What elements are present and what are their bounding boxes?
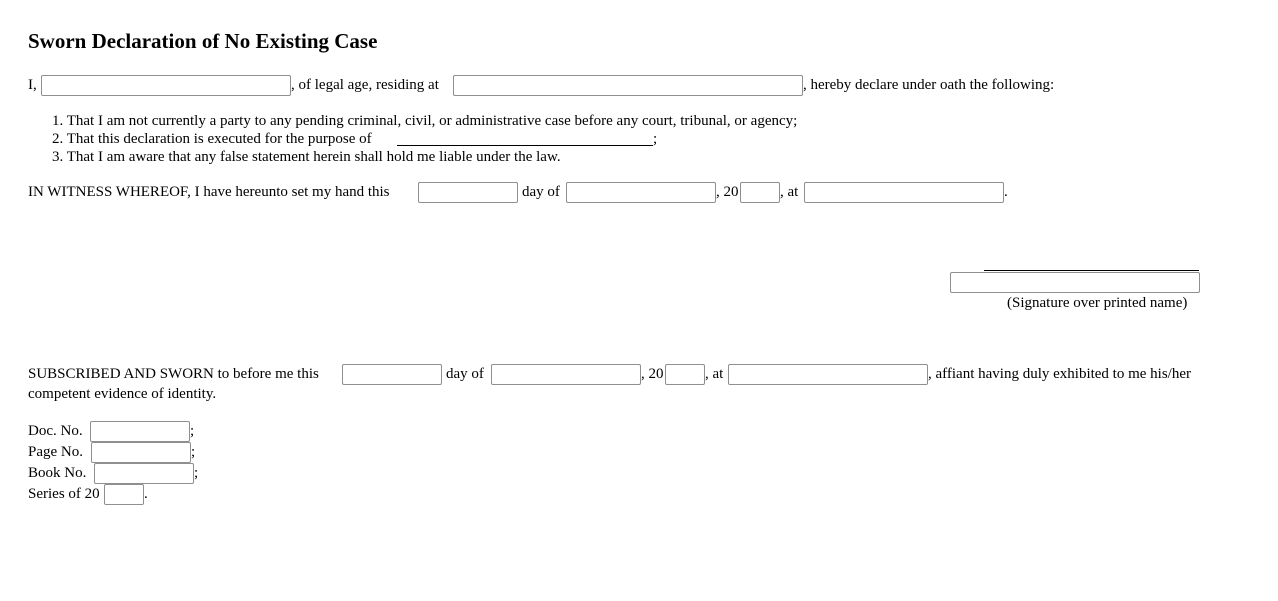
declaration-item-3: 3. That I am aware that any false statement herein shall hold me liable under the law.: [52, 149, 561, 165]
declaration-item-2-end: ;: [653, 131, 658, 147]
witness-day-input[interactable]: [418, 182, 518, 203]
declaration-item-1: 1. That I am not currently a party to any pending criminal, civil, or administrative case before any court, tribunal, or agency;: [52, 113, 798, 129]
declaration-item-2-label: 2. That this declaration is executed for the purpose of: [52, 131, 372, 147]
series-label: Series of 20: [28, 486, 100, 502]
witness-at: , at: [780, 184, 799, 200]
series-year-input[interactable]: [104, 484, 144, 505]
page-no-input[interactable]: [91, 442, 191, 463]
jurat-line-2: competent evidence of identity.: [28, 386, 217, 402]
page-no-sep: ;: [191, 444, 196, 460]
witness-year-input[interactable]: [740, 182, 780, 203]
purpose-blank-line: [397, 145, 653, 146]
book-no-label: Book No.: [28, 465, 87, 481]
intro-suffix: , hereby declare under oath the following:: [803, 77, 1055, 93]
jurat-year-prefix: , 20: [641, 366, 664, 382]
jurat-year-input[interactable]: [665, 364, 705, 385]
jurat-month-input[interactable]: [491, 364, 641, 385]
witness-place-input[interactable]: [804, 182, 1004, 203]
witness-year-prefix: , 20: [716, 184, 739, 200]
jurat-place-input[interactable]: [728, 364, 928, 385]
page-no-label: Page No.: [28, 444, 83, 460]
signature-name-input[interactable]: [950, 272, 1200, 293]
witness-month-input[interactable]: [566, 182, 716, 203]
witness-end: .: [1004, 184, 1008, 200]
series-end: .: [144, 486, 148, 502]
jurat-suffix: , affiant having duly exhibited to me his/her: [928, 366, 1191, 382]
page-title: Sworn Declaration of No Existing Case: [28, 29, 378, 53]
doc-no-sep: ;: [190, 423, 195, 439]
signature-line: [984, 270, 1199, 271]
signature-caption: (Signature over printed name): [1007, 295, 1188, 311]
jurat-prefix: SUBSCRIBED AND SWORN to before me this: [28, 366, 319, 382]
doc-no-input[interactable]: [90, 421, 190, 442]
doc-no-label: Doc. No.: [28, 423, 83, 439]
book-no-input[interactable]: [94, 463, 194, 484]
jurat-at: , at: [705, 366, 724, 382]
residence-address-input[interactable]: [453, 75, 803, 96]
declarant-name-input[interactable]: [41, 75, 291, 96]
witness-day-of: day of: [522, 184, 560, 200]
book-no-sep: ;: [194, 465, 199, 481]
witness-prefix: IN WITNESS WHEREOF, I have hereunto set my hand this: [28, 184, 390, 200]
jurat-day-input[interactable]: [342, 364, 442, 385]
jurat-day-of: day of: [446, 366, 484, 382]
intro-mid: , of legal age, residing at: [291, 77, 439, 93]
intro-prefix: I,: [28, 77, 37, 93]
